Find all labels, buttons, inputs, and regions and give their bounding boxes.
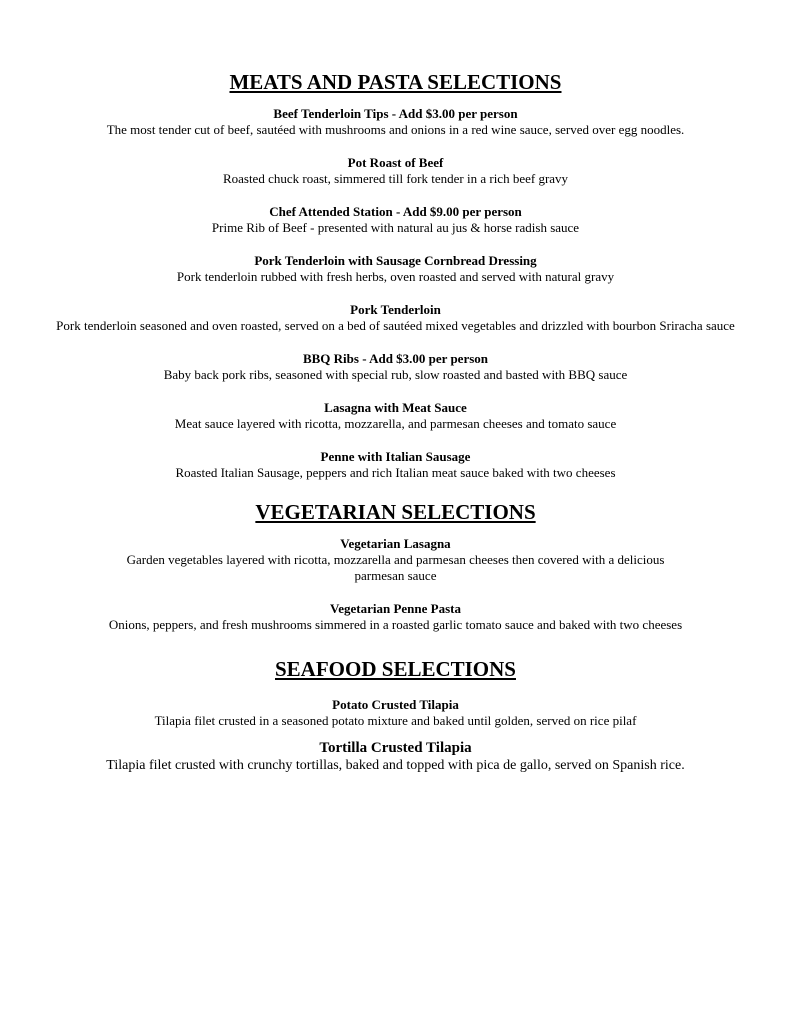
menu-item	[0, 351, 791, 383]
seafood-section	[0, 655, 791, 775]
menu-item-description: Roasted Italian Sausage, peppers and rich Italian meat sauce baked with two cheeses	[175, 465, 616, 480]
menu-item-name: Pot Roast of Beef	[347, 155, 444, 170]
menu-item	[0, 155, 791, 187]
menu-item	[0, 253, 791, 285]
menu-item	[0, 449, 791, 481]
menu-item-name: Penne with Italian Sausage	[320, 449, 471, 464]
menu-item	[0, 697, 791, 729]
menu-item	[0, 302, 791, 334]
menu-item-description: The most tender cut of beef, sautéed with mushrooms and onions in a red wine sauce, served over egg noodles.	[106, 122, 685, 137]
menu-item-description: Garden vegetables layered with ricotta, mozzarella and parmesan cheeses then covered with a delicious parmesan sauce	[126, 552, 665, 583]
menu-item-description: Meat sauce layered with ricotta, mozzarella, and parmesan cheeses and tomato sauce	[174, 416, 617, 431]
menu-item-description: Baby back pork ribs, seasoned with special rub, slow roasted and basted with BBQ sauce	[163, 367, 628, 382]
menu-item-name: Chef Attended Station - Add $9.00 per person	[269, 204, 522, 219]
menu-item-description: Tilapia filet crusted in a seasoned potato mixture and baked until golden, served on rice pilaf	[154, 713, 637, 728]
menu-item-description: Onions, peppers, and fresh mushrooms simmered in a roasted garlic tomato sauce and baked with two cheeses	[108, 617, 683, 632]
menu-item	[0, 739, 791, 775]
menu-item-description: Roasted chuck roast, simmered till fork tender in a rich beef gravy	[222, 171, 569, 186]
menu-item	[0, 601, 791, 633]
meats-section	[0, 68, 791, 481]
menu-item-name: Potato Crusted Tilapia	[332, 697, 459, 712]
seafood-section-title: SEAFOOD SELECTIONS	[275, 657, 516, 681]
menu-item-name: Vegetarian Penne Pasta	[330, 601, 461, 616]
vegetarian-section-title: VEGETARIAN SELECTIONS	[255, 500, 536, 524]
menu-item	[0, 106, 791, 138]
menu-item-name: Lasagna with Meat Sauce	[324, 400, 467, 415]
menu-item-name: Vegetarian Lasagna	[340, 536, 451, 551]
menu-item	[0, 536, 791, 584]
menu-item-name: Pork Tenderloin	[350, 302, 441, 317]
menu-item	[0, 400, 791, 432]
menu-item-name: Tortilla Crusted Tilapia	[319, 740, 472, 756]
menu-item-description: Pork tenderloin rubbed with fresh herbs, oven roasted and served with natural gravy	[176, 269, 615, 284]
menu-item-name: BBQ Ribs - Add $3.00 per person	[302, 351, 489, 366]
menu-item-description: Pork tenderloin seasoned and oven roasted, served on a bed of sautéed mixed vegetables and drizzled with bourbon Sriracha sauce	[56, 318, 735, 333]
meats-section-title: MEATS AND PASTA SELECTIONS	[229, 70, 562, 94]
menu-item-description: Prime Rib of Beef - presented with natural au jus & horse radish sauce	[211, 220, 580, 235]
vegetarian-section	[0, 498, 791, 633]
menu-item-description: Tilapia filet crusted with crunchy tortillas, baked and topped with pica de gallo, served on Spanish rice.	[106, 758, 685, 773]
menu-item-name: Beef Tenderloin Tips - Add $3.00 per person	[273, 106, 518, 121]
menu-item-name: Pork Tenderloin with Sausage Cornbread Dressing	[254, 253, 537, 268]
menu-item	[0, 204, 791, 236]
